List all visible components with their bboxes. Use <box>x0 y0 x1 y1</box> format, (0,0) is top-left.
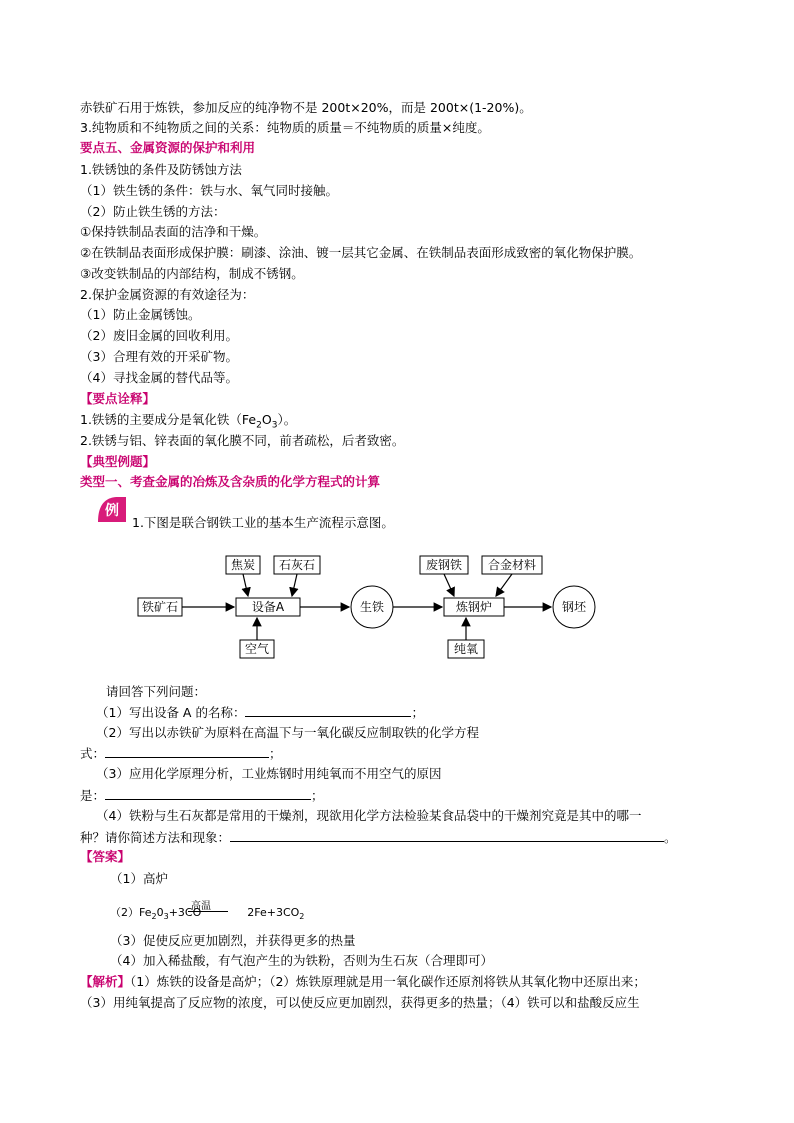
text-line: 2.保护金属资源的有效途径为： <box>80 287 255 302</box>
answer-blank[interactable] <box>105 743 269 758</box>
text-part: 是： <box>80 788 106 803</box>
alloy-label: 合金材料 <box>487 558 537 572</box>
text-part: （2）Fe <box>110 906 152 919</box>
answer-line: （1）高炉 <box>110 871 168 886</box>
subscript: 3 <box>271 420 278 431</box>
text-line: 请回答下列问题： <box>106 684 207 699</box>
pigiron-label: 生铁 <box>359 600 385 614</box>
badge-label: 例 <box>105 503 119 519</box>
examples-tag: 【典型例题】 <box>80 454 156 469</box>
text-part: 。 <box>664 830 677 845</box>
text-part: （1）写出设备 A 的名称： <box>96 705 246 720</box>
text-part: ）。 <box>277 412 297 427</box>
arrow <box>444 574 454 596</box>
air-label: 空气 <box>244 642 270 656</box>
text-part: 2Fe+3CO <box>247 906 300 919</box>
equation-condition: 高温 <box>191 901 211 912</box>
text-line: ③改变铁制品的内部结构，制成不锈钢。 <box>80 266 304 281</box>
text-line: 赤铁矿石用于炼铁，参加反应的纯净物不是 200t×20%，而是 200t×(1-20%)。 <box>80 100 532 115</box>
answer-line: （4）加入稀盐酸，有气泡产生的为铁粉，否则为生石灰（合理即可） <box>110 953 493 968</box>
subscript: 2 <box>299 912 305 922</box>
arrow <box>496 574 512 596</box>
oxygen-label: 纯氧 <box>453 642 479 656</box>
text-part: ； <box>269 746 282 761</box>
analysis-line: （3）用纯氧提高了反应物的浓度，可以使反应更加剧烈，获得更多的热量；（4）铁可以和盐酸反应生 <box>80 995 640 1010</box>
text-part: +3CO <box>168 906 202 919</box>
limestone-label: 石灰石 <box>278 558 316 572</box>
text-part: 1.铁锈的主要成分是氧化铁（Fe <box>80 412 257 427</box>
section-heading: 要点五、金属资源的保护和利用 <box>80 140 256 155</box>
deviceA-label: 设备A <box>251 600 285 614</box>
text-line: ①保持铁制品表面的洁净和干燥。 <box>80 224 267 239</box>
ore-label: 铁矿石 <box>141 600 179 614</box>
subscript: 2 <box>256 420 262 431</box>
answer-blank[interactable] <box>105 785 311 800</box>
answer-equation <box>110 903 304 927</box>
question-part: （4）铁粉与生石灰都是常用的干燥剂，现欲用化学方法检验某食品袋中的干燥剂究竟是其中的哪一 <box>96 808 642 823</box>
answer-blank[interactable] <box>230 827 664 842</box>
question-part <box>80 827 677 848</box>
text-line: （2）废旧金属的回收利用。 <box>80 328 238 343</box>
arrow <box>292 574 297 596</box>
question-part <box>80 785 324 806</box>
text-line: （1）防止金属锈蚀。 <box>80 307 201 322</box>
text-line: （2）防止铁生锈的方法： <box>80 204 226 219</box>
text-line: （4）寻找金属的替代品等。 <box>80 370 238 385</box>
text-line: ②在铁制品表面形成保护膜：刷漆、涂油、镀一层其它金属、在铁制品表面形成致密的氧化物保护膜。 <box>80 245 642 260</box>
question-part <box>96 702 424 723</box>
text-part: 式： <box>80 746 106 761</box>
text-line: 2.铁锈与铝、锌表面的氧化膜不同，前者疏松，后者致密。 <box>80 433 405 448</box>
text-part: ； <box>411 705 424 720</box>
text-line: （3）合理有效的开采矿物。 <box>80 349 238 364</box>
arrow <box>243 574 248 596</box>
subscript: 3 <box>163 912 169 922</box>
example-badge-icon <box>96 496 126 522</box>
points-tag: 【要点诠释】 <box>80 391 156 406</box>
text-line: （1）铁生锈的条件：铁与水、氧气同时接触。 <box>80 183 338 198</box>
text-part: 种？请你简述方法和现象： <box>80 830 231 845</box>
answer-tag: 【答案】 <box>80 849 131 864</box>
text-part: ； <box>311 788 324 803</box>
furnace-label: 炼钢炉 <box>455 600 493 614</box>
text-line: 3.纯物质和不纯物质之间的关系：纯物质的质量＝不纯物质的质量×纯度。 <box>80 120 490 135</box>
question-part: （2）写出以赤铁矿为原料在高温下与一氧化碳反应制取铁的化学方程 <box>96 725 479 740</box>
text-part: O <box>261 412 272 427</box>
analysis-line <box>80 972 646 992</box>
question-text: 1.下图是联合钢铁工业的基本生产流程示意图。 <box>132 515 394 530</box>
flow-diagram <box>136 548 616 664</box>
type-heading: 类型一、考查金属的冶炼及含杂质的化学方程式的计算 <box>80 474 381 489</box>
billet-label: 钢坯 <box>561 600 587 614</box>
scrap-label: 废钢铁 <box>425 558 463 572</box>
coke-label: 焦炭 <box>230 558 256 572</box>
text-line: 1.铁锈蚀的条件及防锈蚀方法 <box>80 162 242 177</box>
question-part: （3）应用化学原理分析，工业炼钢时用纯氧而不用空气的原因 <box>96 766 442 781</box>
text-part: 0 <box>156 906 164 919</box>
answer-line: （3）促使反应更加剧烈，并获得更多的热量 <box>110 933 356 948</box>
question-part <box>80 743 282 764</box>
subscript: 2 <box>151 912 157 922</box>
analysis-tag: 【解析】 <box>80 974 131 989</box>
text-part: （1）炼铁的设备是高炉；（2）炼铁原理就是用一氧化碳作还原剂将铁从其氧化物中还原出来； <box>130 974 646 989</box>
answer-blank[interactable] <box>245 702 411 717</box>
